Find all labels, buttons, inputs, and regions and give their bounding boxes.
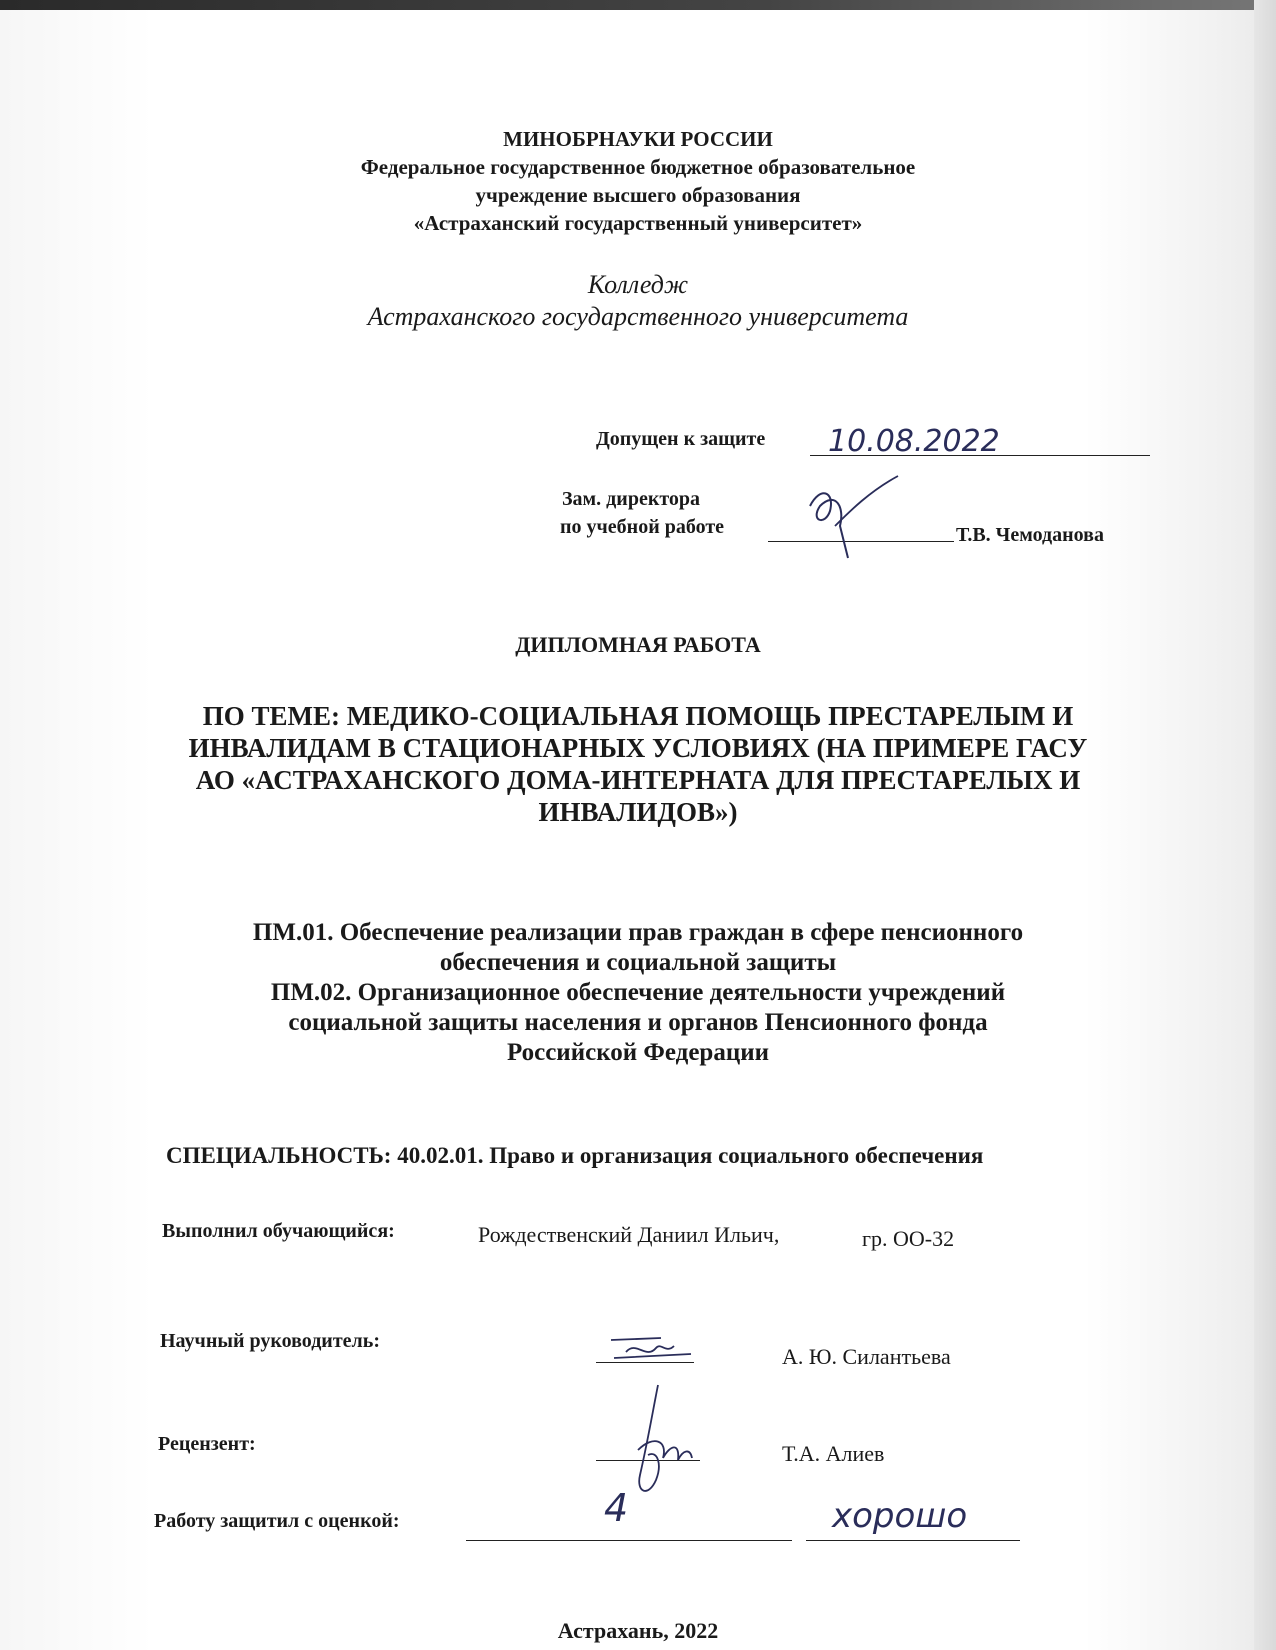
topic-line-4: ИНВАЛИДОВ»): [538, 797, 738, 827]
city-year: Астрахань, 2022: [557, 1618, 719, 1643]
institution-line-3: «Астраханский государственный университет»: [413, 211, 863, 235]
topic-line-1: ПО ТЕМЕ: МЕДИКО-СОЦИАЛЬНАЯ ПОМОЩЬ ПРЕСТАРЕЛЫМ И: [202, 701, 1074, 731]
reviewer-label: Рецензент:: [158, 1433, 256, 1455]
topic-line-2: ИНВАЛИДАМ В СТАЦИОНАРНЫХ УСЛОВИЯХ (НА ПРИМЕРЕ ГАСУ: [188, 733, 1088, 763]
institution-line-2: учреждение высшего образования: [475, 183, 801, 207]
deputy-name: Т.В. Чемоданова: [956, 524, 1104, 546]
student-group: гр. ОО-32: [862, 1226, 955, 1251]
grade-word-line: [806, 1540, 1020, 1541]
module-line-3: ПМ.02. Организационное обеспечение деятельности учреждений: [270, 979, 1006, 1006]
module-line-2: обеспечения и социальной защиты: [439, 949, 837, 976]
supervisor-signature-icon: [606, 1330, 696, 1364]
ministry-name: МИНОБРНАУКИ РОССИИ: [503, 127, 773, 151]
module-line-1: ПМ.01. Обеспечение реализации прав граждан в сфере пенсионного: [252, 919, 1024, 946]
college-line-1: Колледж: [587, 270, 689, 299]
module-line-5: Российской Федерации: [506, 1039, 770, 1066]
deputy-signature-icon: [790, 466, 910, 566]
student-name: Рождественский Даниил Ильич,: [478, 1222, 780, 1247]
college-line-2: Астраханского государственного университета: [367, 302, 909, 331]
scan-top-edge: [0, 0, 1276, 10]
reviewer-signature-icon: [618, 1380, 708, 1500]
supervisor-name: А. Ю. Силантьева: [782, 1344, 951, 1369]
admitted-date-handwritten: 10.08.2022: [828, 424, 1000, 459]
work-type: ДИПЛОМНАЯ РАБОТА: [515, 632, 761, 657]
topic-line-3: АО «АСТРАХАНСКОГО ДОМА-ИНТЕРНАТА ДЛЯ ПРЕСТАРЕЛЫХ И: [195, 765, 1081, 795]
specialty: СПЕЦИАЛЬНОСТЬ: 40.02.01. Право и организация социального обеспечения: [166, 1143, 984, 1168]
grade-word-handwritten: хорошо: [832, 1496, 968, 1536]
institution-line-1: Федеральное государственное бюджетное образовательное: [360, 155, 916, 179]
grade-value-handwritten: 4: [604, 1486, 629, 1530]
grade-value-line: [466, 1540, 792, 1541]
grade-label: Работу защитил с оценкой:: [154, 1510, 400, 1532]
reviewer-name: Т.А. Алиев: [782, 1441, 885, 1466]
deputy-title-line-1: Зам. директора: [562, 488, 701, 510]
deputy-title-line-2: по учебной работе: [560, 516, 725, 538]
student-label: Выполнил обучающийся:: [162, 1220, 395, 1242]
supervisor-label: Научный руководитель:: [160, 1330, 380, 1352]
module-line-4: социальной защиты населения и органов Пенсионного фонда: [288, 1009, 988, 1036]
admitted-label: Допущен к защите: [596, 428, 766, 450]
